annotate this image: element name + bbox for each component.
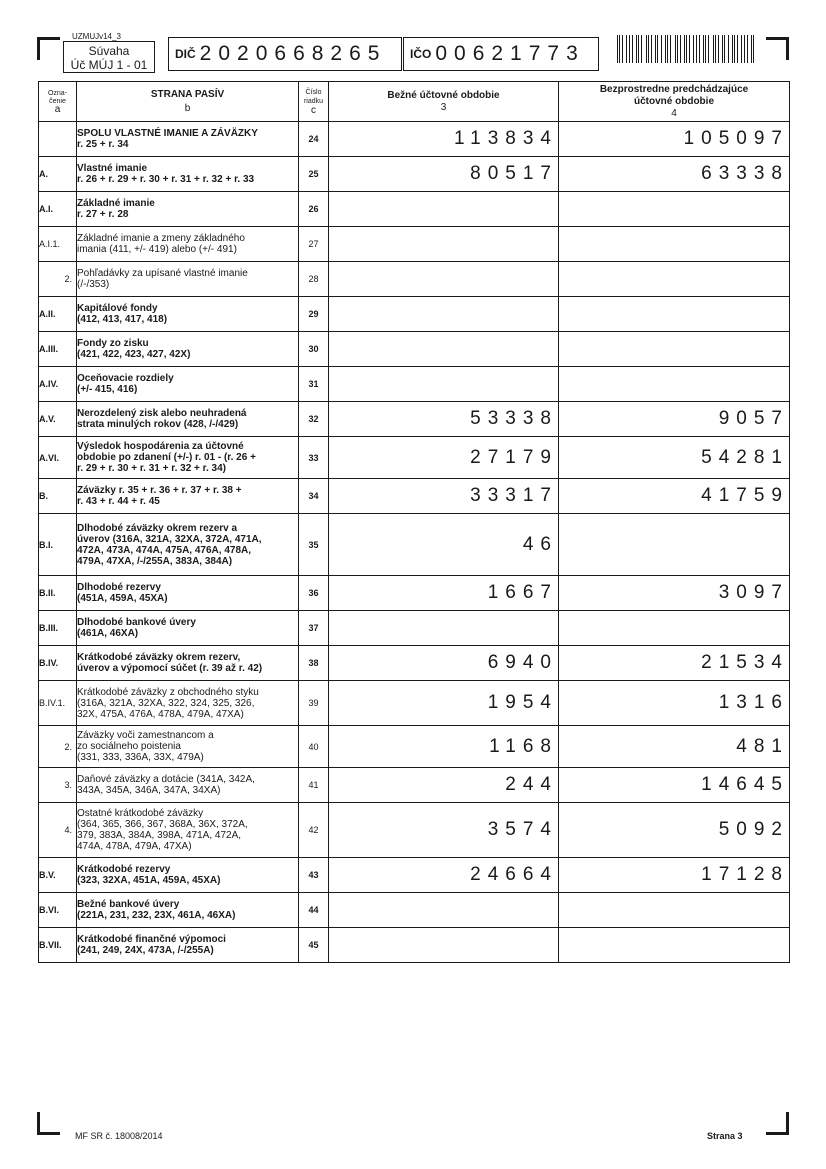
table-header-row xyxy=(39,82,790,122)
barcode xyxy=(617,35,755,63)
table-row xyxy=(39,576,790,611)
row-description-line: Krátkodobé záväzky z obchodného styku xyxy=(77,686,259,698)
row-description-line: r. 27 + r. 28 xyxy=(77,209,129,220)
row-description-line: Záväzky r. 35 + r. 36 + r. 37 + r. 38 + xyxy=(77,485,242,496)
row-description-line: (316A, 321A, 32XA, 322, 324, 325, 326, xyxy=(77,697,255,709)
row-number: 40 xyxy=(299,726,329,768)
current-period-value xyxy=(329,192,559,227)
sheet-label-line1: Súvaha xyxy=(88,44,130,58)
current-period-value: 3574 xyxy=(329,803,559,858)
table-row xyxy=(39,646,790,681)
form-code: UZMUJv14_3 xyxy=(72,32,121,41)
header-cislo xyxy=(299,82,329,122)
previous-period-value xyxy=(559,611,790,646)
table-row xyxy=(39,803,790,858)
row-description-line: zo sociálneho poistenia xyxy=(77,741,181,752)
footer-regulation: MF SR č. 18008/2014 xyxy=(75,1131,163,1141)
header-cislo-sub: c xyxy=(311,105,316,116)
row-number: 38 xyxy=(299,646,329,681)
row-description-line: (323, 32XA, 451A, 459A, 45XA) xyxy=(77,875,221,886)
ico-value: 00621773 xyxy=(435,42,585,65)
row-description xyxy=(77,858,299,893)
row-description xyxy=(77,726,299,768)
row-code: 4. xyxy=(39,803,77,858)
table-row xyxy=(39,402,790,437)
current-period-value: 53338 xyxy=(329,402,559,437)
table-row xyxy=(39,928,790,963)
row-description xyxy=(77,122,299,157)
row-code: B.III. xyxy=(39,611,77,646)
current-period-value: 46 xyxy=(329,514,559,576)
row-description-line: Základné imanie a zmeny základného xyxy=(77,233,245,244)
row-description xyxy=(77,262,299,297)
current-period-value xyxy=(329,227,559,262)
previous-period-value: 63338 xyxy=(559,157,790,192)
header-strana-sub: b xyxy=(184,102,191,114)
row-description-line: (241, 249, 24X, 473A, /-/255A) xyxy=(77,945,214,956)
row-number: 27 xyxy=(299,227,329,262)
row-code: A.VI. xyxy=(39,437,77,479)
row-code: B.VI. xyxy=(39,893,77,928)
previous-period-value xyxy=(559,893,790,928)
row-description-line: Vlastné imanie xyxy=(77,163,148,174)
ico-box xyxy=(403,37,599,71)
row-code: B.IV.1. xyxy=(39,681,77,726)
row-description xyxy=(77,402,299,437)
row-description-line: obdobie po zdanení (+/-) r. 01 - (r. 26 + xyxy=(77,452,256,463)
table-row xyxy=(39,122,790,157)
table-row xyxy=(39,726,790,768)
header-oznacenie-line2: čenie xyxy=(49,97,66,105)
header-cislo-line1: Číslo xyxy=(305,89,322,96)
dic-box xyxy=(168,37,402,71)
previous-period-value: 54281 xyxy=(559,437,790,479)
previous-period-value: 3097 xyxy=(559,576,790,611)
row-code: 2. xyxy=(39,726,77,768)
row-code: B. xyxy=(39,479,77,514)
row-description-line: (+/- 415, 416) xyxy=(77,384,138,395)
table-row xyxy=(39,297,790,332)
row-description-line: (331, 333, 336A, 33X, 479A) xyxy=(77,752,204,763)
row-description-line: Krátkodobé záväzky okrem rezerv, xyxy=(77,652,241,663)
row-number: 25 xyxy=(299,157,329,192)
previous-period-value: 21534 xyxy=(559,646,790,681)
row-number: 36 xyxy=(299,576,329,611)
row-description-line: Oceňovacie rozdiely xyxy=(77,373,174,384)
previous-period-value: 9057 xyxy=(559,402,790,437)
header-oznacenie-line1: Ozna- xyxy=(47,89,68,97)
table-row xyxy=(39,514,790,576)
corner-mark-bottom-left xyxy=(37,1112,60,1135)
row-code: 2. xyxy=(39,262,77,297)
current-period-value: 24664 xyxy=(329,858,559,893)
previous-period-value: 5092 xyxy=(559,803,790,858)
row-code: A.I.1. xyxy=(39,227,77,262)
current-period-value: 80517 xyxy=(329,157,559,192)
table-body xyxy=(39,122,790,963)
row-description-line: Kapitálové fondy xyxy=(77,303,158,314)
row-code xyxy=(39,122,77,157)
row-description-line: (451A, 459A, 45XA) xyxy=(77,593,168,604)
table-row xyxy=(39,479,790,514)
current-period-value: 1954 xyxy=(329,681,559,726)
current-period-value xyxy=(329,297,559,332)
row-description-line: 474A, 478A, 479A, 47XA) xyxy=(77,841,192,852)
row-description xyxy=(77,332,299,367)
row-number: 33 xyxy=(299,437,329,479)
previous-period-value xyxy=(559,297,790,332)
row-description xyxy=(77,768,299,803)
row-description-line: 379, 383A, 384A, 398A, 471A, 472A, xyxy=(77,830,242,841)
table-row xyxy=(39,192,790,227)
previous-period-value xyxy=(559,367,790,402)
table-row xyxy=(39,367,790,402)
row-description-line: (461A, 46XA) xyxy=(77,628,139,639)
current-period-value: 244 xyxy=(329,768,559,803)
header-oznacenie xyxy=(39,82,77,122)
current-period-value xyxy=(329,928,559,963)
row-code: A. xyxy=(39,157,77,192)
row-number: 35 xyxy=(299,514,329,576)
row-description-line: úverov (316A, 321A, 32XA, 372A, 471A, xyxy=(77,533,262,545)
row-number: 26 xyxy=(299,192,329,227)
row-code: B.V. xyxy=(39,858,77,893)
row-description-line: Krátkodobé rezervy xyxy=(77,864,171,875)
previous-period-value: 105097 xyxy=(559,122,790,157)
current-period-value: 27179 xyxy=(329,437,559,479)
dic-label: DIČ xyxy=(175,47,196,61)
row-code: A.II. xyxy=(39,297,77,332)
row-number: 32 xyxy=(299,402,329,437)
current-period-value: 6940 xyxy=(329,646,559,681)
previous-period-value: 1316 xyxy=(559,681,790,726)
row-description-line: Dlhodobé bankové úvery xyxy=(77,617,196,628)
row-description-line: Dlhodobé rezervy xyxy=(77,582,161,593)
ico-label: IČO xyxy=(410,47,432,61)
sheet-label-box xyxy=(63,41,155,73)
row-description-line: r. 43 + r. 44 + r. 45 xyxy=(77,496,160,507)
previous-period-value xyxy=(559,262,790,297)
row-number: 44 xyxy=(299,893,329,928)
row-description-line: Základné imanie xyxy=(77,198,155,209)
row-description-line: 479A, 47XA, /-/255A, 383A, 384A) xyxy=(77,555,233,567)
header-current-period xyxy=(329,82,559,122)
table-row xyxy=(39,157,790,192)
row-code: A.V. xyxy=(39,402,77,437)
dic-value: 2020668265 xyxy=(199,42,387,65)
previous-period-value: 14645 xyxy=(559,768,790,803)
header-previous-sub: 4 xyxy=(671,107,677,119)
row-description xyxy=(77,437,299,479)
row-description xyxy=(77,514,299,576)
header-current-title: Bežné účtovné obdobie xyxy=(387,89,500,101)
row-code: B.I. xyxy=(39,514,77,576)
row-description xyxy=(77,803,299,858)
previous-period-value xyxy=(559,332,790,367)
row-description-line: 32X, 475A, 476A, 478A, 479A, 47XA) xyxy=(77,708,244,720)
row-description-line: (421, 422, 423, 427, 42X) xyxy=(77,349,191,360)
corner-mark-bottom-right xyxy=(766,1112,789,1135)
row-description-line: Krátkodobé finančné výpomoci xyxy=(77,934,226,945)
row-description-line: strata minulých rokov (428, /-/429) xyxy=(77,419,239,430)
row-description-line: r. 29 + r. 30 + r. 31 + r. 32 + r. 34) xyxy=(77,463,227,474)
row-description-line: Záväzky voči zamestnancom a xyxy=(77,730,214,741)
row-number: 28 xyxy=(299,262,329,297)
row-description-line: Daňové záväzky a dotácie (341A, 342A, xyxy=(77,774,255,785)
row-description-line: (/-/353) xyxy=(77,279,110,290)
table-row xyxy=(39,768,790,803)
current-period-value: 1168 xyxy=(329,726,559,768)
header-cislo-line2: riadku xyxy=(303,98,324,105)
table-row xyxy=(39,262,790,297)
table-row xyxy=(39,893,790,928)
current-period-value xyxy=(329,893,559,928)
table-row xyxy=(39,332,790,367)
row-description xyxy=(77,893,299,928)
row-description-line: Ostatné krátkodobé záväzky xyxy=(77,808,204,819)
row-description-line: Pohľadávky za upísané vlastné imanie xyxy=(77,268,248,279)
previous-period-value xyxy=(559,514,790,576)
previous-period-value xyxy=(559,192,790,227)
row-code: B.IV. xyxy=(39,646,77,681)
current-period-value xyxy=(329,367,559,402)
footer-page-number: Strana 3 xyxy=(707,1131,743,1141)
previous-period-value: 17128 xyxy=(559,858,790,893)
corner-mark-top-right xyxy=(766,37,789,60)
previous-period-value xyxy=(559,928,790,963)
row-description-line: 343A, 345A, 346A, 347A, 34XA) xyxy=(77,785,221,796)
table-row xyxy=(39,611,790,646)
previous-period-value: 41759 xyxy=(559,479,790,514)
row-number: 42 xyxy=(299,803,329,858)
row-description xyxy=(77,192,299,227)
row-number: 39 xyxy=(299,681,329,726)
row-description-line: úverov a výpomocí súčet (r. 39 až r. 42) xyxy=(77,663,263,674)
previous-period-value xyxy=(559,227,790,262)
table-row xyxy=(39,227,790,262)
row-description-line: Bežné bankové úvery xyxy=(77,899,180,910)
row-description-line: imania (411, +/- 419) alebo (+/- 491) xyxy=(77,244,237,255)
table-row xyxy=(39,437,790,479)
row-description-line: SPOLU VLASTNÉ IMANIE A ZÁVÄZKY xyxy=(77,128,258,139)
header-oznacenie-sub: a xyxy=(54,103,61,115)
header-strana xyxy=(77,82,299,122)
row-number: 31 xyxy=(299,367,329,402)
header-previous-title1: Bezprostredne predchádzajúce xyxy=(599,83,749,95)
row-code: A.III. xyxy=(39,332,77,367)
table-row xyxy=(39,858,790,893)
row-description-line: (221A, 231, 232, 23X, 461A, 46XA) xyxy=(77,910,236,921)
corner-mark-top-left xyxy=(37,37,60,60)
current-period-value xyxy=(329,332,559,367)
current-period-value: 1667 xyxy=(329,576,559,611)
row-description xyxy=(77,611,299,646)
row-description xyxy=(77,297,299,332)
liabilities-table xyxy=(38,81,790,963)
current-period-value: 33317 xyxy=(329,479,559,514)
row-description-line: (364, 365, 366, 367, 368A, 36X, 372A, xyxy=(77,819,248,830)
row-description xyxy=(77,681,299,726)
row-description-line: Dlhodobé záväzky okrem rezerv a xyxy=(77,522,238,534)
row-code: B.VII. xyxy=(39,928,77,963)
row-number: 41 xyxy=(299,768,329,803)
header-previous-title2: účtovné obdobie xyxy=(634,95,714,107)
header-previous-period xyxy=(559,82,790,122)
row-description-line: (412, 413, 417, 418) xyxy=(77,314,168,325)
row-description-line: Nerozdelený zisk alebo neuhradená xyxy=(77,408,247,419)
row-code: 3. xyxy=(39,768,77,803)
row-number: 45 xyxy=(299,928,329,963)
row-number: 24 xyxy=(299,122,329,157)
row-number: 30 xyxy=(299,332,329,367)
row-description xyxy=(77,157,299,192)
row-description xyxy=(77,227,299,262)
sheet-label-line2: Úč MÚJ 1 - 01 xyxy=(70,58,148,72)
row-number: 29 xyxy=(299,297,329,332)
row-number: 34 xyxy=(299,479,329,514)
row-code: B.II. xyxy=(39,576,77,611)
current-period-value xyxy=(329,262,559,297)
row-number: 37 xyxy=(299,611,329,646)
row-description-line: Fondy zo zisku xyxy=(77,338,149,349)
header-strana-title: STRANA PASÍV xyxy=(150,88,225,100)
header-current-sub: 3 xyxy=(440,101,447,113)
row-description-line: Výsledok hospodárenia za účtovné xyxy=(77,441,244,452)
row-description-line: r. 25 + r. 34 xyxy=(77,139,129,150)
current-period-value xyxy=(329,611,559,646)
row-number: 43 xyxy=(299,858,329,893)
row-description-line: r. 26 + r. 29 + r. 30 + r. 31 + r. 32 + r. 33 xyxy=(77,174,255,185)
row-description xyxy=(77,479,299,514)
row-description xyxy=(77,646,299,681)
current-period-value: 113834 xyxy=(329,122,559,157)
table-row xyxy=(39,681,790,726)
row-description xyxy=(77,928,299,963)
row-code: A.I. xyxy=(39,192,77,227)
row-description xyxy=(77,367,299,402)
row-description xyxy=(77,576,299,611)
previous-period-value: 481 xyxy=(559,726,790,768)
row-code: A.IV. xyxy=(39,367,77,402)
row-description-line: 472A, 473A, 474A, 475A, 476A, 478A, xyxy=(77,544,251,556)
